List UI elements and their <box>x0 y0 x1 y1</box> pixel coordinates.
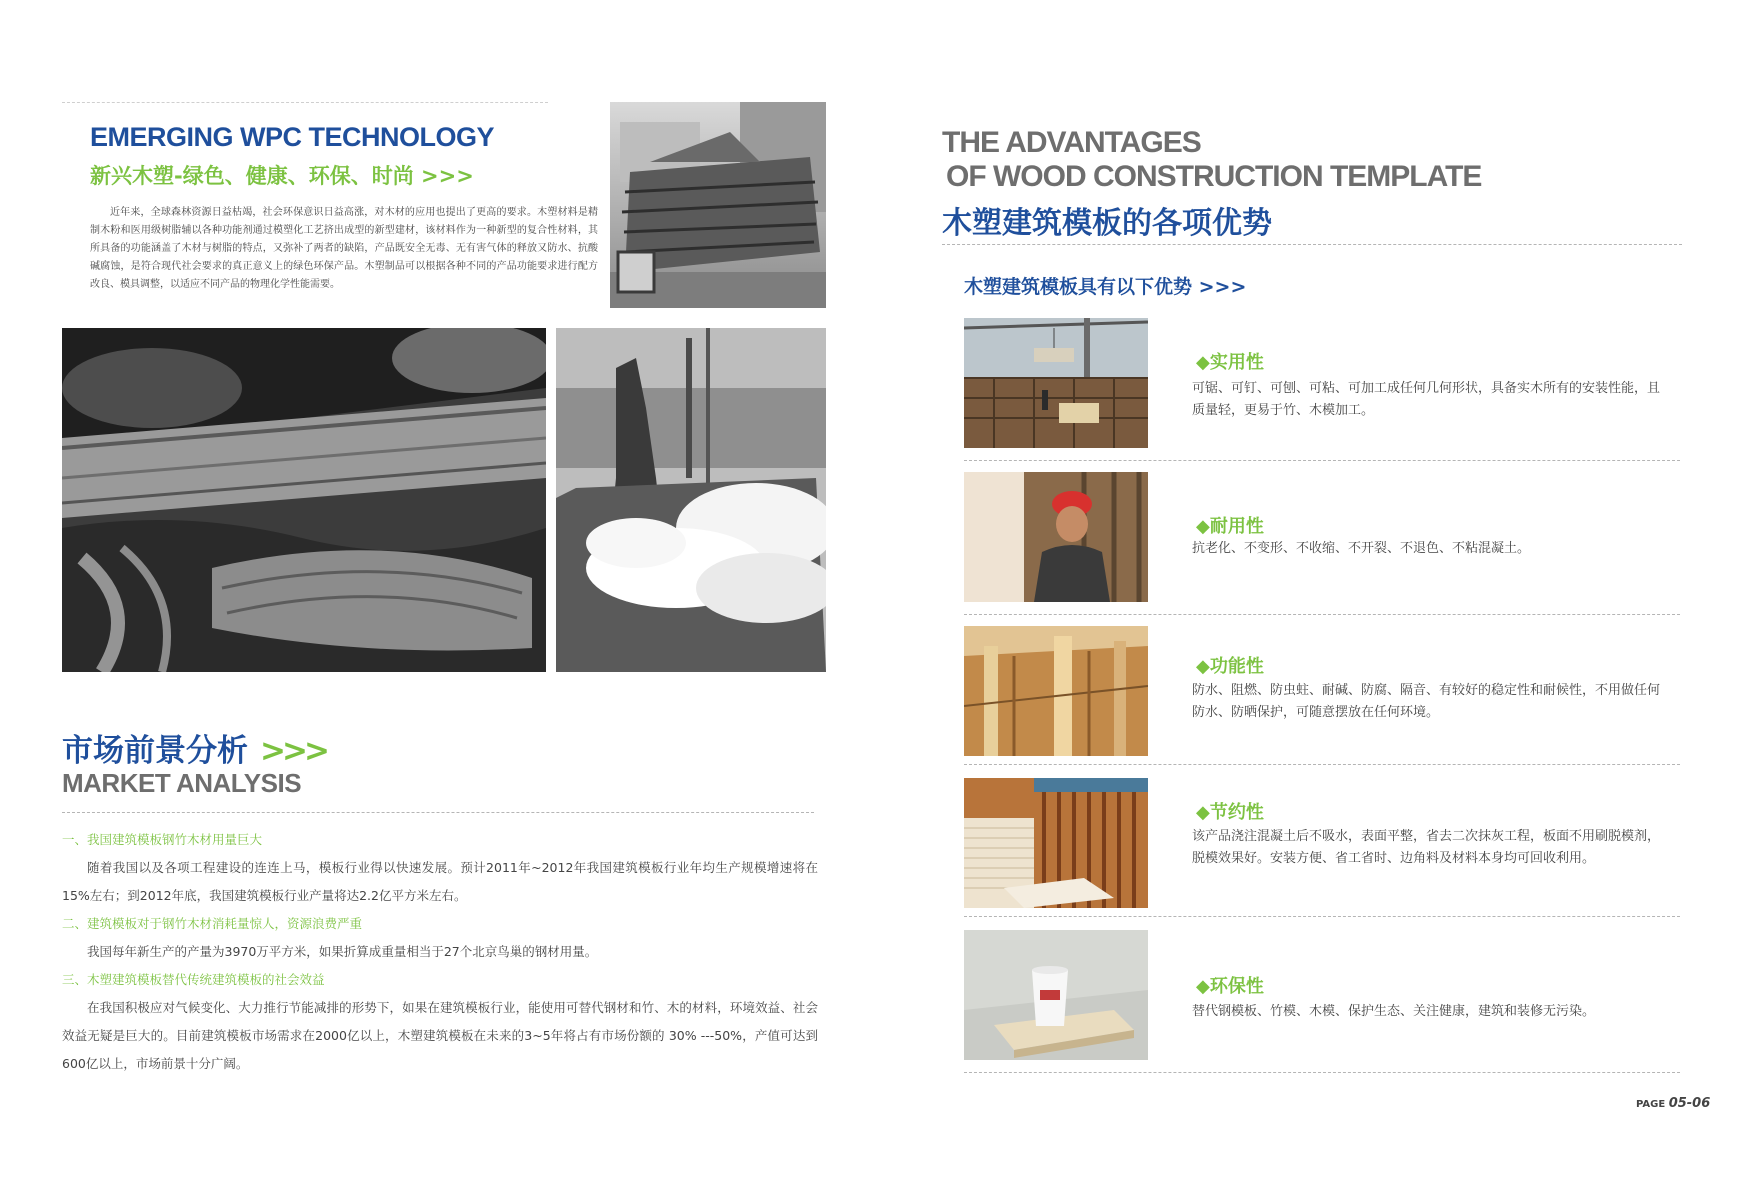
advantage-divider-3 <box>964 764 1680 765</box>
advantage-title-2: ◆耐用性 <box>1196 516 1264 537</box>
advantage-divider-4 <box>964 916 1680 917</box>
emerging-subtitle: 新兴木塑-绿色、健康、环保、时尚 >>> <box>90 164 474 188</box>
market-arrows: >>> <box>260 733 326 769</box>
page-number-value: 05-06 <box>1668 1096 1711 1111</box>
advantage-text-4: 该产品浇注混凝土后不吸水，表面平整，省去二次抹灰工程，板面不用刷脱模剂，脱模效果好。安装方便、省工省时、边角料及材料本身均可回收利用。 <box>1192 829 1661 866</box>
advantages-title-en-line2: OF WOOD CONSTRUCTION TEMPLATE <box>946 160 1482 193</box>
photo-construction-crane <box>964 318 1148 448</box>
advantage-title-3: ◆功能性 <box>1196 656 1264 677</box>
market-analysis-body <box>62 826 818 1078</box>
advantages-title-en-line1: THE ADVANTAGES <box>942 126 1201 159</box>
market-title-text: 市场前景分析 <box>62 733 248 769</box>
emerging-title: EMERGING WPC TECHNOLOGY <box>90 122 495 152</box>
advantage-text-1: 可锯、可钉、可刨、可粘、可加工成任何几何形状，具备实木所有的安装性能，且质量轻，更易于竹、木模加工。 <box>1192 381 1661 418</box>
advantages-divider <box>942 244 1682 245</box>
advantage-text-5: 替代钢模板、竹模、木模、保护生态、关注健康，建筑和装修无污染。 <box>1192 1004 1596 1019</box>
photo-fallen-logs <box>62 328 546 672</box>
market-paragraph-1: 随着我国以及各项工程建设的连连上马，模板行业得以快速发展。预计2011年~2012年我国建筑模板行业年均生产规模增速将在15%左右；到2012年底，我国建筑模板行业产量将达2.2亿平方米左右。 <box>62 860 818 903</box>
photo-formwork-interior <box>964 626 1148 756</box>
advantage-title-4: ◆节约性 <box>1196 802 1264 823</box>
market-paragraph-3: 在我国积极应对气候变化、大力推行节能减排的形势下，如果在建筑模板行业，能使用可替代钢材和竹、木的材料，环境效益、社会效益无疑是巨大的。目前建筑模板市场需求在2000亿以上，木塑建筑模板在未来的3~5年将占有市场份额的 30% ---50%，产值可达到600亿以上，市场前景十分广阔。 <box>62 1000 818 1071</box>
photo-stacked-panels <box>964 778 1148 908</box>
top-rule <box>62 102 548 103</box>
photo-burning-smoke <box>556 328 826 672</box>
market-title-cn <box>62 725 326 770</box>
advantages-title-cn: 木塑建筑模板的各项优势 <box>942 206 1272 241</box>
market-heading-2: 二、建筑模板对于钢竹木材消耗量惊人，资源浪费严重 <box>62 916 363 931</box>
advantages-subtitle: 木塑建筑模板具有以下优势 >>> <box>964 276 1247 298</box>
photo-cup-on-panel <box>964 930 1148 1060</box>
photo-worker-helmet <box>964 472 1148 602</box>
intro-paragraph <box>90 204 598 294</box>
market-title-en: MARKET ANALYSIS <box>62 768 302 798</box>
advantage-title-5: ◆环保性 <box>1196 976 1264 997</box>
market-paragraph-2: 我国每年新生产的产量为3970万平方米，如果折算成重量相当于27个北京鸟巢的钢材用量。 <box>87 944 598 959</box>
advantage-text-2: 抗老化、不变形、不收缩、不开裂、不退色、不粘混凝土。 <box>1192 541 1531 556</box>
page-label: PAGE <box>1636 1099 1666 1110</box>
market-heading-3: 三、木塑建筑模板替代传统建筑模板的社会效益 <box>62 972 325 987</box>
advantage-divider-2 <box>964 614 1680 615</box>
advantage-divider-5 <box>964 1072 1680 1073</box>
photo-discarded-formwork <box>610 102 826 308</box>
market-heading-1: 一、我国建筑模板钢竹木材用量巨大 <box>62 832 263 847</box>
intro-text: 近年来，全球森林资源日益枯竭，社会环保意识日益高涨，对木材的应用也提出了更高的要求。木塑材料是精制木粉和医用级树脂辅以各种功能剂通过模塑化工艺挤出成型的新型建材，该材料作为一种新型的复合性材料，其所具备的功能涵盖了木材与树脂的特点，又弥补了两者的缺陷，产品既安全无毒、无有害气体的释放又防水、抗酸碱腐蚀，是符合现代社会要求的真正意义上的绿色环保产品。木塑制品可以根据各种不同的产品功能要求进行配方改良、模具调整，以适应不同产品的物理化学性能需要。 <box>90 207 598 290</box>
page-number <box>1636 1096 1710 1111</box>
market-divider <box>62 812 814 813</box>
advantage-divider-1 <box>964 460 1680 461</box>
advantage-text-3: 防水、阻燃、防虫蛀、耐碱、防腐、隔音、有较好的稳定性和耐候性，不用做任何防水、防晒保护，可随意摆放在任何环境。 <box>1192 683 1661 720</box>
advantage-title-1: ◆实用性 <box>1196 352 1264 373</box>
